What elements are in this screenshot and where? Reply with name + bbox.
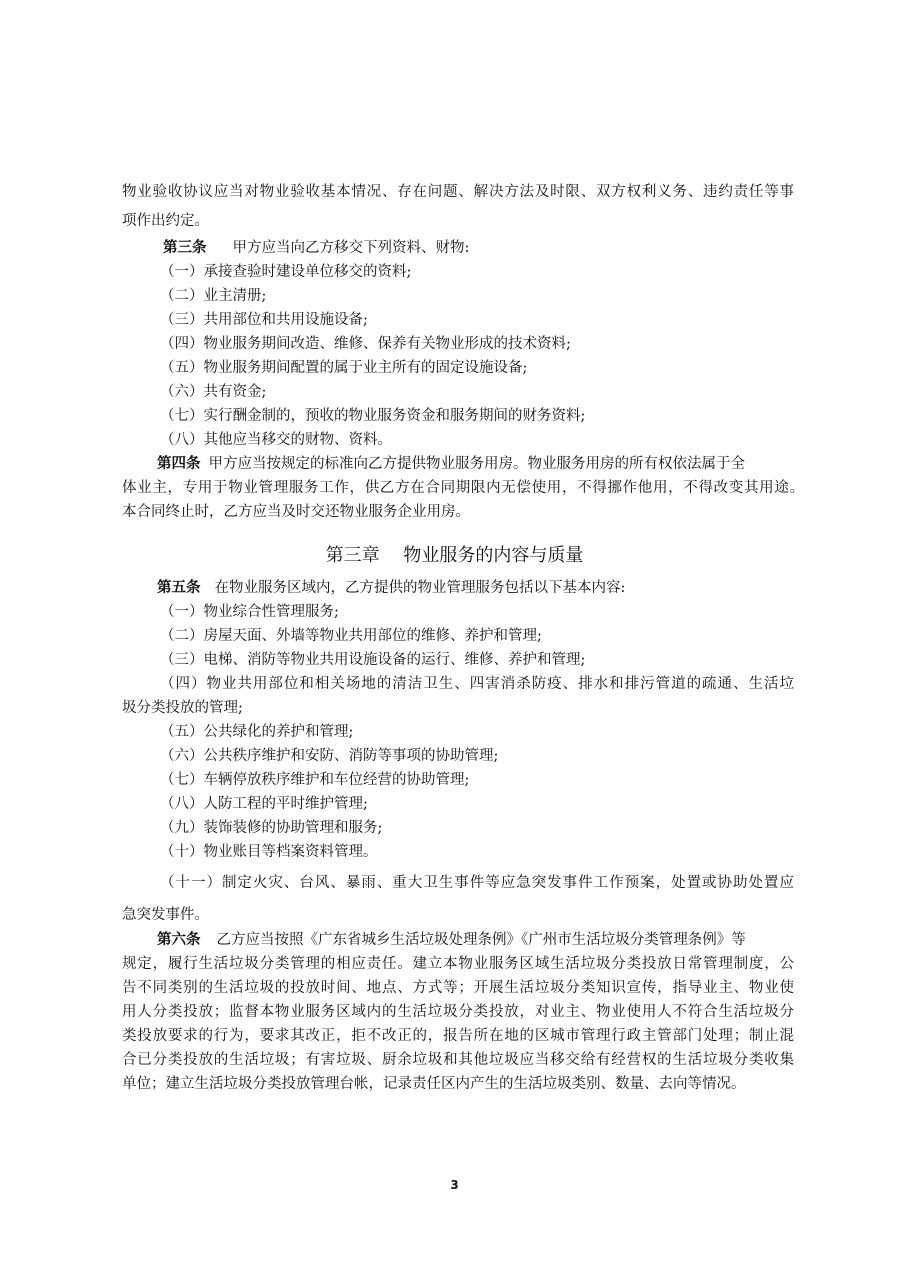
paragraph-line: 类投放要求的行为，要求其改正，拒不改正的，报告所在地的区城市管理行政主管部门处理；制止混 <box>122 1028 794 1044</box>
list-item: （二）房屋天面、外墙等物业共用部位的维修、养护和管理; <box>160 628 542 644</box>
paragraph-line: 合已分类投放的生活垃圾；有害垃圾、厨余垃圾和其他垃圾应当移交给有经营权的生活垃圾分类收集 <box>122 1052 794 1068</box>
list-item-continuation: 急突发事件。 <box>122 907 209 923</box>
list-item: （七）实行酬金制的，预收的物业服务资金和服务期间的财务资料; <box>160 408 586 424</box>
article-label: 第五条 <box>157 580 201 596</box>
article-text: 在物业服务区域内，乙方提供的物业管理服务包括以下基本内容: <box>214 580 626 596</box>
list-item: （十）物业账目等档案资料管理。 <box>160 844 378 860</box>
list-item: （四）物业共用部位和相关场地的清洁卫生、四害消杀防疫、排水和排污管道的疏通、生活垃 <box>160 676 794 692</box>
list-item: （八）人防工程的平时维护管理; <box>160 796 368 812</box>
list-item: （六）公共秩序维护和安防、消防等事项的协助管理; <box>160 748 499 764</box>
list-item: （四）物业服务期间改造、维修、保养有关物业形成的技术资料; <box>160 336 571 352</box>
list-item: （六）共有资金; <box>160 384 267 400</box>
article-text: 甲方应当按规定的标准向乙方提供物业服务用房。物业服务用房的所有权依法属于全 <box>208 456 745 472</box>
list-item: （七）车辆停放秩序维护和车位经营的协助管理; <box>160 772 470 788</box>
list-item: （九）装饰装修的协助管理和服务; <box>160 820 383 836</box>
article-label: 第三条 <box>163 240 207 256</box>
article-5 <box>157 578 625 598</box>
article-3 <box>163 238 469 258</box>
list-item: （二）业主清册; <box>160 288 267 304</box>
paragraph-line: 规定，履行生活垃圾分类管理的相应责任。建立本物业服务区域生活垃圾分类投放日常管理制度，公 <box>122 956 794 972</box>
article-6 <box>157 930 784 950</box>
list-item: （一）物业综合性管理服务; <box>160 604 339 620</box>
paragraph-line: 告不同类别的生活垃圾的投放时间、地点、方式等；开展生活垃圾分类知识宣传，指导业主、物业使 <box>122 980 794 996</box>
list-item: （三）电梯、消防等物业共用设施设备的运行、维修、养护和管理; <box>160 652 586 668</box>
paragraph-line: 物业验收协议应当对物业验收基本情况、存在问题、解决方法及时限、双方权利义务、违约责任等事 <box>122 184 794 200</box>
paragraph-line: 单位；建立生活垃圾分类投放管理台帐，记录责任区内产生的生活垃圾类别、数量、去向等情况。 <box>122 1076 746 1092</box>
list-item: （一）承接查验时建设单位移交的资料; <box>160 264 412 280</box>
list-item: （十一）制定火灾、台风、暴雨、重大卫生事件等应急突发事件工作预案，处置或协助处置应 <box>160 875 794 891</box>
article-label: 第六条 <box>157 932 201 948</box>
chapter-heading: 第三章 物业服务的内容与质量 <box>325 545 584 566</box>
list-item: （三）共用部位和共用设施设备; <box>160 312 368 328</box>
list-item: （五）物业服务期间配置的属于业主所有的固定设施设备; <box>160 360 528 376</box>
paragraph-line: 体业主，专用于物业管理服务工作，供乙方在合同期限内无偿使用，不得挪作他用，不得改变其用途。 <box>122 480 804 496</box>
list-item: （八）其他应当移交的财物、资料。 <box>160 432 392 448</box>
paragraph-line: 用人分类投放；监督本物业服务区域内的生活垃圾分类投放，对业主、物业使用人不符合生活垃圾分 <box>122 1004 794 1020</box>
page-number: 3 <box>450 1178 459 1192</box>
paragraph-line: 本合同终止时，乙方应当及时交还物业服务企业用房。 <box>122 504 470 520</box>
article-text: 甲方应当向乙方移交下列资料、财物: <box>232 240 470 256</box>
article-4 <box>157 454 794 474</box>
list-item: （五）公共绿化的养护和管理; <box>160 724 354 740</box>
article-text: 乙方应当按照《广东省城乡生活垃圾处理条例》《广州市生活垃圾分类管理条例》等 <box>216 932 746 948</box>
article-label: 第四条 <box>157 456 201 472</box>
paragraph-line: 项作出约定。 <box>122 213 209 229</box>
list-item-continuation: 圾分类投放的管理; <box>122 700 243 716</box>
